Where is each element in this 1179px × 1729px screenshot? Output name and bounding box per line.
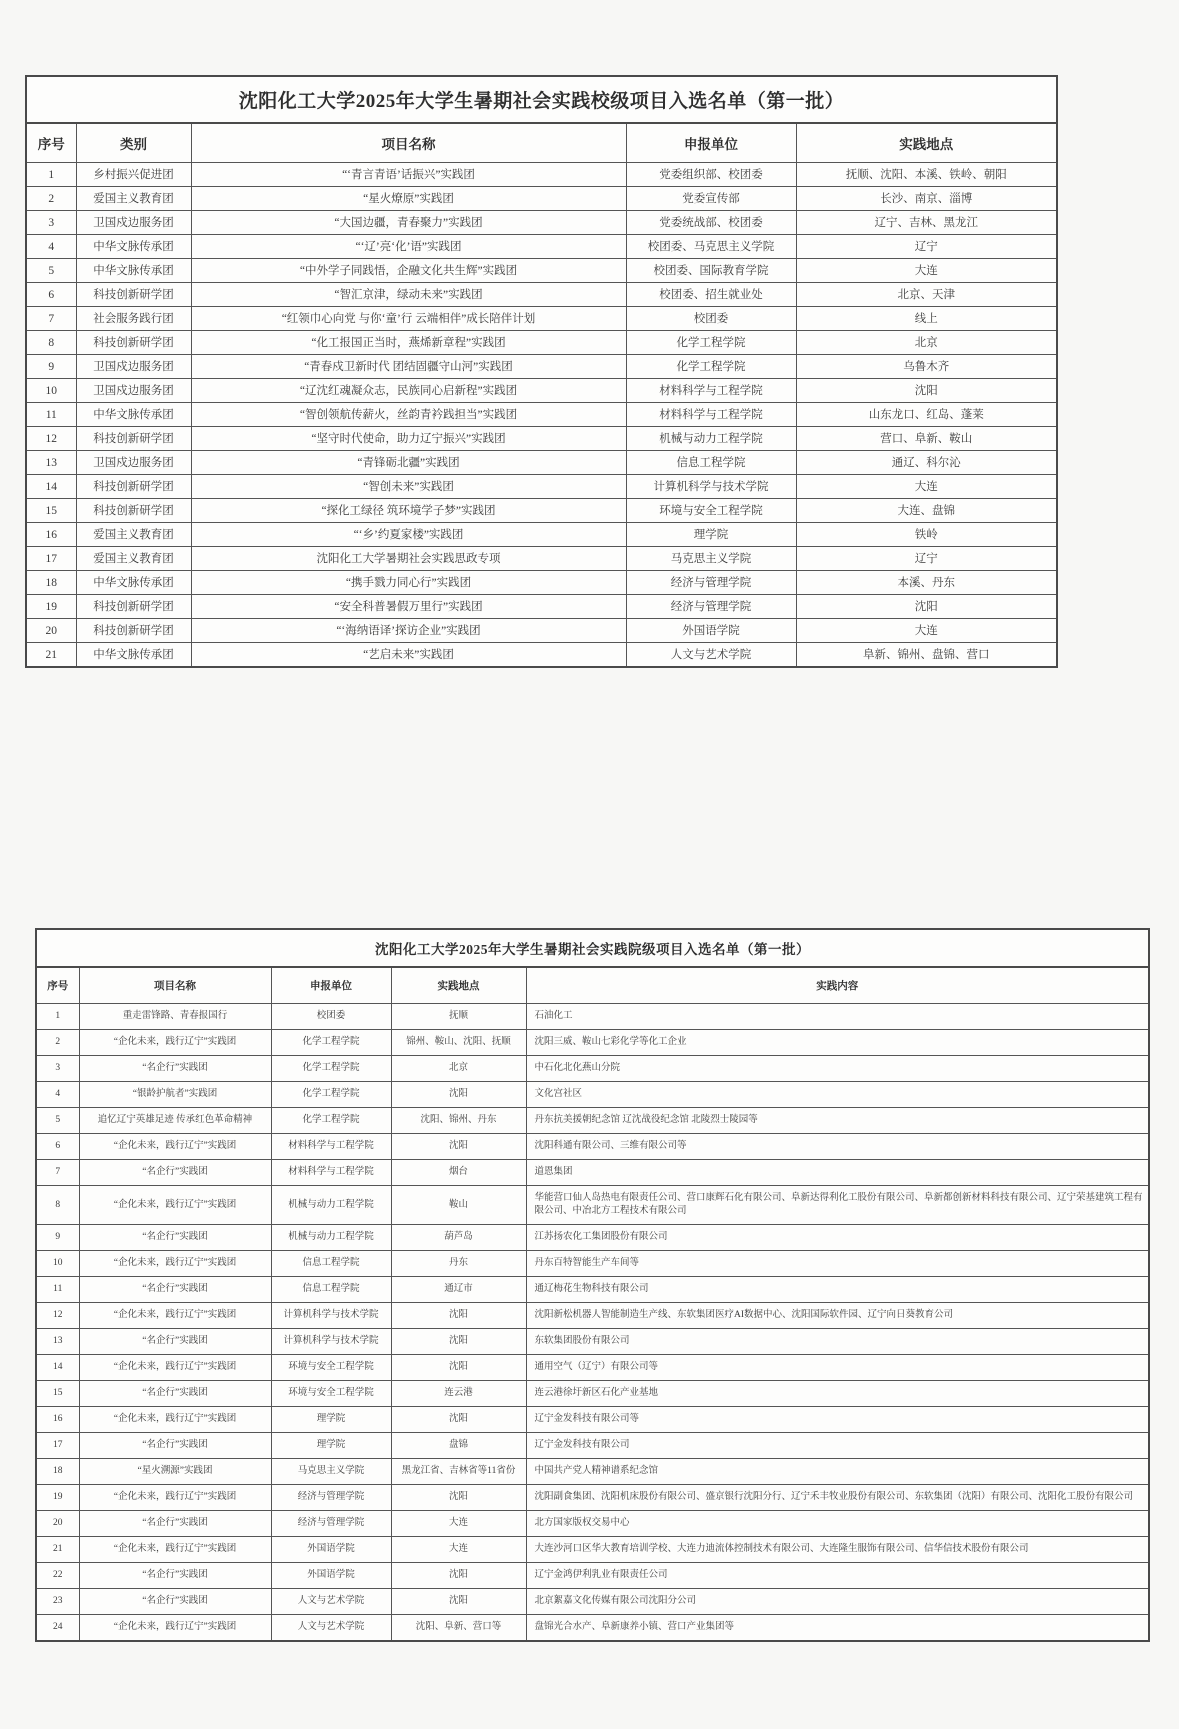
table-cell: 中华文脉传承团: [76, 235, 191, 259]
col-header-applicant-unit: 申报单位: [271, 967, 391, 1004]
table-cell: 通辽市: [391, 1277, 526, 1303]
table-cell: 1: [36, 1004, 79, 1030]
col-header-index: 序号: [26, 123, 76, 163]
table-row: [26, 187, 1057, 211]
table-cell: 中华文脉传承团: [76, 259, 191, 283]
table-cell: 化学工程学院: [271, 1030, 391, 1056]
col-header-category: 类别: [76, 123, 191, 163]
table-cell: 沈阳、阜新、营口等: [391, 1615, 526, 1642]
table-cell: 铁岭: [796, 523, 1057, 547]
table-cell: 沈阳: [796, 595, 1057, 619]
table-cell: 校团委: [271, 1004, 391, 1030]
table-cell: 信息工程学院: [626, 451, 796, 475]
table-row: [36, 1225, 1149, 1251]
table-cell: 卫国戍边服务团: [76, 211, 191, 235]
table-cell: 化学工程学院: [271, 1056, 391, 1082]
table-row: [26, 211, 1057, 235]
table-row: [26, 331, 1057, 355]
table-cell: 辽宁金发科技有限公司等: [526, 1407, 1149, 1433]
table-cell: 环境与安全工程学院: [271, 1355, 391, 1381]
table-cell: 13: [36, 1329, 79, 1355]
table-cell: 机械与动力工程学院: [271, 1225, 391, 1251]
table-cell: 校团委、国际教育学院: [626, 259, 796, 283]
table-cell: “安全科普暑假万里行”实践团: [191, 595, 626, 619]
table-cell: 锦州、鞍山、沈阳、抚顺: [391, 1030, 526, 1056]
table-row: [26, 427, 1057, 451]
table-cell: “星火溯源”实践团: [79, 1459, 271, 1485]
table-row: [26, 571, 1057, 595]
table-cell: 19: [36, 1485, 79, 1511]
table-cell: 北京: [796, 331, 1057, 355]
table-cell: “中外学子同践悟，企融文化共生辉”实践团: [191, 259, 626, 283]
table-cell: 沈阳科通有限公司、三维有限公司等: [526, 1134, 1149, 1160]
table-cell: 人文与艺术学院: [271, 1589, 391, 1615]
table-cell: “艺启未来”实践团: [191, 643, 626, 668]
table-row: [26, 163, 1057, 187]
table-row: [36, 1355, 1149, 1381]
table-cell: “企化未来，践行辽宁”实践团: [79, 1303, 271, 1329]
table-cell: 线上: [796, 307, 1057, 331]
table-cell: 通用空气（辽宁）有限公司等: [526, 1355, 1149, 1381]
table-cell: 13: [26, 451, 76, 475]
table-cell: 21: [36, 1537, 79, 1563]
table-cell: 爱国主义教育团: [76, 187, 191, 211]
table-cell: 10: [36, 1251, 79, 1277]
table-row: [26, 475, 1057, 499]
table-cell: 山东龙口、红岛、蓬莱: [796, 403, 1057, 427]
table-cell: 大连: [796, 619, 1057, 643]
school-level-table-section: [25, 75, 1058, 668]
table-cell: “‘青言青语’话振兴”实践团: [191, 163, 626, 187]
table-cell: 卫国戍边服务团: [76, 379, 191, 403]
table-cell: 科技创新研学团: [76, 475, 191, 499]
table-row: [36, 1277, 1149, 1303]
table-cell: 15: [26, 499, 76, 523]
table-cell: 21: [26, 643, 76, 668]
table-row: [36, 1615, 1149, 1642]
table-cell: 5: [36, 1108, 79, 1134]
table-row: [26, 403, 1057, 427]
table-cell: 信息工程学院: [271, 1251, 391, 1277]
table-cell: 营口、阜新、鞍山: [796, 427, 1057, 451]
table-cell: “名企行”实践团: [79, 1563, 271, 1589]
table-cell: 11: [26, 403, 76, 427]
table-cell: 17: [36, 1433, 79, 1459]
table-cell: 大连: [796, 475, 1057, 499]
table-cell: “企化未来，践行辽宁”实践团: [79, 1030, 271, 1056]
table-cell: 理学院: [626, 523, 796, 547]
table-cell: “企化未来，践行辽宁”实践团: [79, 1407, 271, 1433]
table-row: [26, 643, 1057, 668]
table-cell: 12: [36, 1303, 79, 1329]
table-row: [36, 1004, 1149, 1030]
table-row: [36, 1459, 1149, 1485]
table-cell: “红领巾心向党 与你‘童’行 云端相伴”成长陪伴计划: [191, 307, 626, 331]
col-header-project-name: 项目名称: [191, 123, 626, 163]
table-cell: 东软集团股份有限公司: [526, 1329, 1149, 1355]
table-cell: 沈阳新松机器人智能制造生产线、东软集团医疗AI数据中心、沈阳国际软件园、辽宁向日葵教育公司: [526, 1303, 1149, 1329]
table-cell: 社会服务践行团: [76, 307, 191, 331]
table-row: [26, 235, 1057, 259]
table-cell: 连云港徐圩新区石化产业基地: [526, 1381, 1149, 1407]
table-cell: 16: [36, 1407, 79, 1433]
table-row: [36, 1108, 1149, 1134]
table-cell: 环境与安全工程学院: [626, 499, 796, 523]
table-cell: 10: [26, 379, 76, 403]
table-cell: 1: [26, 163, 76, 187]
table-cell: “智创未来”实践团: [191, 475, 626, 499]
table-cell: “企化未来，践行辽宁”实践团: [79, 1355, 271, 1381]
table-cell: 14: [36, 1355, 79, 1381]
table-cell: 沈阳三威、鞍山七彩化学等化工企业: [526, 1030, 1149, 1056]
table-cell: 道恩集团: [526, 1160, 1149, 1186]
table-cell: 3: [36, 1056, 79, 1082]
table-cell: 化学工程学院: [626, 331, 796, 355]
table-cell: 科技创新研学团: [76, 499, 191, 523]
table-cell: 党委统战部、校团委: [626, 211, 796, 235]
table-cell: 中华文脉传承团: [76, 403, 191, 427]
table-cell: 华能营口仙人岛热电有限责任公司、营口康辉石化有限公司、阜新达得利化工股份有限公司、阜新都创新材料科技有限公司、辽宁荣基建筑工程有限公司、中冶北方工程技术有限公司: [526, 1186, 1149, 1225]
table-cell: “‘海纳语译’探访企业”实践团: [191, 619, 626, 643]
table-cell: 12: [26, 427, 76, 451]
table-cell: 科技创新研学团: [76, 595, 191, 619]
header-row: [36, 967, 1149, 1004]
table-cell: 19: [26, 595, 76, 619]
table-cell: 沈阳: [391, 1589, 526, 1615]
school-table-header: [26, 123, 1057, 163]
table-cell: 18: [26, 571, 76, 595]
table-row: [36, 1407, 1149, 1433]
table-cell: 18: [36, 1459, 79, 1485]
header-row: [26, 123, 1057, 163]
table-row: [36, 1303, 1149, 1329]
table-cell: 丹东抗美援朝纪念馆 辽沈战役纪念馆 北陵烈士陵园等: [526, 1108, 1149, 1134]
table-row: [26, 619, 1057, 643]
table-cell: 校团委: [626, 307, 796, 331]
table-cell: 烟台: [391, 1160, 526, 1186]
table-cell: 大连、盘锦: [796, 499, 1057, 523]
table-cell: “银龄护航者”实践团: [79, 1082, 271, 1108]
table-cell: 本溪、丹东: [796, 571, 1057, 595]
table-row: [36, 1511, 1149, 1537]
table-cell: “名企行”实践团: [79, 1225, 271, 1251]
table-cell: “大国边疆，青春聚力”实践团: [191, 211, 626, 235]
table-cell: “企化未来，践行辽宁”实践团: [79, 1537, 271, 1563]
table-cell: 计算机科学与技术学院: [271, 1303, 391, 1329]
table-cell: 大连: [796, 259, 1057, 283]
table-cell: “名企行”实践团: [79, 1277, 271, 1303]
table-cell: 中石化北化燕山分院: [526, 1056, 1149, 1082]
table-cell: 材料科学与工程学院: [626, 379, 796, 403]
table-cell: 机械与动力工程学院: [626, 427, 796, 451]
table-cell: 经济与管理学院: [626, 595, 796, 619]
table-cell: 6: [26, 283, 76, 307]
table-cell: 科技创新研学团: [76, 283, 191, 307]
table-cell: 通辽梅花生物科技有限公司: [526, 1277, 1149, 1303]
table-cell: 马克思主义学院: [271, 1459, 391, 1485]
school-table-title: 沈阳化工大学2025年大学生暑期社会实践校级项目入选名单（第一批）: [25, 75, 1058, 122]
table-cell: 科技创新研学团: [76, 427, 191, 451]
table-cell: 理学院: [271, 1433, 391, 1459]
table-cell: 经济与管理学院: [271, 1511, 391, 1537]
table-cell: “‘辽’亮‘化’语”实践团: [191, 235, 626, 259]
table-cell: 外国语学院: [271, 1537, 391, 1563]
table-row: [26, 283, 1057, 307]
table-cell: 卫国戍边服务团: [76, 451, 191, 475]
table-row: [26, 595, 1057, 619]
table-cell: 人文与艺术学院: [626, 643, 796, 668]
table-cell: 机械与动力工程学院: [271, 1186, 391, 1225]
table-cell: 7: [36, 1160, 79, 1186]
col-header-applicant-unit: 申报单位: [626, 123, 796, 163]
school-level-table: [25, 75, 1058, 668]
table-cell: 卫国戍边服务团: [76, 355, 191, 379]
table-cell: 材料科学与工程学院: [271, 1134, 391, 1160]
table-cell: 化学工程学院: [271, 1108, 391, 1134]
table-cell: 24: [36, 1615, 79, 1642]
table-row: [26, 379, 1057, 403]
college-table-title: 沈阳化工大学2025年大学生暑期社会实践院级项目入选名单（第一批）: [35, 928, 1150, 966]
table-cell: 辽宁: [796, 235, 1057, 259]
college-table-body: [36, 1004, 1149, 1642]
col-header-index: 序号: [36, 967, 79, 1004]
table-cell: “坚守时代使命，助力辽宁振兴”实践团: [191, 427, 626, 451]
table-cell: “企化未来，践行辽宁”实践团: [79, 1134, 271, 1160]
table-cell: “企化未来，践行辽宁”实践团: [79, 1485, 271, 1511]
table-cell: 抚顺、沈阳、本溪、铁岭、朝阳: [796, 163, 1057, 187]
table-cell: 抚顺: [391, 1004, 526, 1030]
table-row: [36, 1030, 1149, 1056]
table-row: [36, 1381, 1149, 1407]
table-cell: 通辽、科尔沁: [796, 451, 1057, 475]
table-cell: 理学院: [271, 1407, 391, 1433]
table-row: [26, 307, 1057, 331]
table-cell: 沈阳: [796, 379, 1057, 403]
table-cell: 盘锦光合水产、阜新康养小镇、营口产业集团等: [526, 1615, 1149, 1642]
table-cell: 辽宁金鸿伊利乳业有限责任公司: [526, 1563, 1149, 1589]
table-cell: 6: [36, 1134, 79, 1160]
table-row: [36, 1433, 1149, 1459]
table-cell: “企化未来，践行辽宁”实践团: [79, 1186, 271, 1225]
table-row: [26, 499, 1057, 523]
table-cell: 14: [26, 475, 76, 499]
table-cell: 连云港: [391, 1381, 526, 1407]
table-cell: 23: [36, 1589, 79, 1615]
table-cell: “名企行”实践团: [79, 1160, 271, 1186]
table-cell: 材料科学与工程学院: [626, 403, 796, 427]
college-level-table-section: [35, 928, 1150, 1642]
table-cell: 乡村振兴促进团: [76, 163, 191, 187]
table-cell: 沈阳副食集团、沈阳机床股份有限公司、盛京银行沈阳分行、辽宁禾丰牧业股份有限公司、东软集团（沈阳）有限公司、沈阳化工股份有限公司: [526, 1485, 1149, 1511]
table-cell: 石油化工: [526, 1004, 1149, 1030]
table-cell: 化学工程学院: [271, 1082, 391, 1108]
table-cell: 辽宁: [796, 547, 1057, 571]
table-cell: 校团委、招生就业处: [626, 283, 796, 307]
table-cell: 4: [36, 1082, 79, 1108]
table-cell: 环境与安全工程学院: [271, 1381, 391, 1407]
table-cell: 沈阳: [391, 1355, 526, 1381]
col-header-practice-content: 实践内容: [526, 967, 1149, 1004]
table-cell: “携手戮力同心行”实践团: [191, 571, 626, 595]
table-cell: 22: [36, 1563, 79, 1589]
table-cell: 北京、天津: [796, 283, 1057, 307]
table-cell: 北京: [391, 1056, 526, 1082]
table-cell: 8: [26, 331, 76, 355]
table-cell: 大连: [391, 1537, 526, 1563]
table-cell: “星火燎原”实践团: [191, 187, 626, 211]
table-cell: 爱国主义教育团: [76, 523, 191, 547]
table-cell: “名企行”实践团: [79, 1589, 271, 1615]
table-cell: 沈阳: [391, 1563, 526, 1589]
col-header-practice-location: 实践地点: [796, 123, 1057, 163]
table-cell: 沈阳: [391, 1303, 526, 1329]
table-cell: 人文与艺术学院: [271, 1615, 391, 1642]
table-cell: 9: [26, 355, 76, 379]
table-cell: 经济与管理学院: [626, 571, 796, 595]
table-cell: 经济与管理学院: [271, 1485, 391, 1511]
table-cell: 3: [26, 211, 76, 235]
table-cell: 文化宫社区: [526, 1082, 1149, 1108]
table-cell: 马克思主义学院: [626, 547, 796, 571]
table-cell: “名企行”实践团: [79, 1329, 271, 1355]
table-cell: 阜新、锦州、盘锦、营口: [796, 643, 1057, 668]
col-header-practice-location: 实践地点: [391, 967, 526, 1004]
table-cell: 盘锦: [391, 1433, 526, 1459]
table-row: [36, 1589, 1149, 1615]
table-cell: 17: [26, 547, 76, 571]
table-row: [36, 1251, 1149, 1277]
table-cell: 16: [26, 523, 76, 547]
table-row: [36, 1082, 1149, 1108]
table-cell: 北方国家版权交易中心: [526, 1511, 1149, 1537]
table-cell: 科技创新研学团: [76, 331, 191, 355]
table-cell: 黑龙江省、吉林省等11省份: [391, 1459, 526, 1485]
table-cell: 辽宁金发科技有限公司: [526, 1433, 1149, 1459]
table-row: [26, 523, 1057, 547]
table-cell: 沈阳化工大学暑期社会实践思政专项: [191, 547, 626, 571]
table-cell: “‘乡’约夏家楼”实践团: [191, 523, 626, 547]
table-cell: 15: [36, 1381, 79, 1407]
table-row: [36, 1563, 1149, 1589]
table-row: [26, 451, 1057, 475]
table-cell: 爱国主义教育团: [76, 547, 191, 571]
table-row: [36, 1134, 1149, 1160]
table-cell: 沈阳: [391, 1082, 526, 1108]
table-cell: 11: [36, 1277, 79, 1303]
table-cell: 江苏扬农化工集团股份有限公司: [526, 1225, 1149, 1251]
table-cell: “辽沈红魂凝众志，民族同心启新程”实践团: [191, 379, 626, 403]
table-cell: 大连: [391, 1511, 526, 1537]
table-cell: 9: [36, 1225, 79, 1251]
table-row: [36, 1485, 1149, 1511]
table-cell: 葫芦岛: [391, 1225, 526, 1251]
table-cell: 4: [26, 235, 76, 259]
table-cell: 中国共产党人精神谱系纪念馆: [526, 1459, 1149, 1485]
table-cell: 外国语学院: [626, 619, 796, 643]
table-cell: 沈阳: [391, 1407, 526, 1433]
table-cell: 丹东百特智能生产车间等: [526, 1251, 1149, 1277]
table-row: [26, 259, 1057, 283]
table-row: [36, 1186, 1149, 1225]
table-cell: “青锋砺北疆”实践团: [191, 451, 626, 475]
table-cell: “企化未来，践行辽宁”实践团: [79, 1251, 271, 1277]
table-row: [36, 1537, 1149, 1563]
table-cell: 乌鲁木齐: [796, 355, 1057, 379]
table-cell: 长沙、南京、淄博: [796, 187, 1057, 211]
table-cell: 辽宁、吉林、黑龙江: [796, 211, 1057, 235]
table-cell: 信息工程学院: [271, 1277, 391, 1303]
table-cell: 党委组织部、校团委: [626, 163, 796, 187]
table-row: [36, 1056, 1149, 1082]
table-cell: 丹东: [391, 1251, 526, 1277]
table-cell: “化工报国正当时，燕烯新章程”实践团: [191, 331, 626, 355]
college-table-header: [36, 967, 1149, 1004]
table-row: [26, 355, 1057, 379]
table-cell: “智汇京津，绿动未来”实践团: [191, 283, 626, 307]
table-cell: 计算机科学与技术学院: [271, 1329, 391, 1355]
table-cell: 鞍山: [391, 1186, 526, 1225]
table-cell: 计算机科学与技术学院: [626, 475, 796, 499]
table-cell: 2: [26, 187, 76, 211]
table-row: [36, 1329, 1149, 1355]
table-cell: 中华文脉传承团: [76, 571, 191, 595]
table-cell: 沈阳: [391, 1485, 526, 1511]
college-level-table: [35, 928, 1150, 1642]
table-cell: 校团委、马克思主义学院: [626, 235, 796, 259]
table-cell: “探化工绿径 筑环境学子梦”实践团: [191, 499, 626, 523]
table-cell: 追忆辽宁英雄足迹 传承红色革命精神: [79, 1108, 271, 1134]
table-cell: “名企行”实践团: [79, 1511, 271, 1537]
table-cell: 5: [26, 259, 76, 283]
table-cell: 外国语学院: [271, 1563, 391, 1589]
table-cell: 中华文脉传承团: [76, 643, 191, 668]
table-cell: “智创领航传薪火，丝韵青衿践担当”实践团: [191, 403, 626, 427]
table-cell: 科技创新研学团: [76, 619, 191, 643]
table-cell: 8: [36, 1186, 79, 1225]
table-cell: 7: [26, 307, 76, 331]
table-cell: 沈阳: [391, 1329, 526, 1355]
table-cell: 沈阳: [391, 1134, 526, 1160]
table-cell: 北京絮嘉文化传媒有限公司沈阳分公司: [526, 1589, 1149, 1615]
table-cell: 20: [26, 619, 76, 643]
table-cell: 大连沙河口区华大教育培训学校、大连力迪流体控制技术有限公司、大连隆生服饰有限公司、信华信技术股份有限公司: [526, 1537, 1149, 1563]
table-cell: “企化未来，践行辽宁”实践团: [79, 1615, 271, 1642]
table-row: [36, 1160, 1149, 1186]
table-cell: “名企行”实践团: [79, 1056, 271, 1082]
table-cell: 党委宣传部: [626, 187, 796, 211]
school-table-body: [26, 163, 1057, 668]
table-cell: 2: [36, 1030, 79, 1056]
table-cell: 20: [36, 1511, 79, 1537]
col-header-project-name: 项目名称: [79, 967, 271, 1004]
table-cell: “名企行”实践团: [79, 1381, 271, 1407]
table-cell: 化学工程学院: [626, 355, 796, 379]
table-cell: 重走雷锋路、青春报国行: [79, 1004, 271, 1030]
table-cell: 材料科学与工程学院: [271, 1160, 391, 1186]
table-cell: “名企行”实践团: [79, 1433, 271, 1459]
table-row: [26, 547, 1057, 571]
table-cell: 沈阳、锦州、丹东: [391, 1108, 526, 1134]
table-cell: “青春戍卫新时代 团结固疆守山河”实践团: [191, 355, 626, 379]
